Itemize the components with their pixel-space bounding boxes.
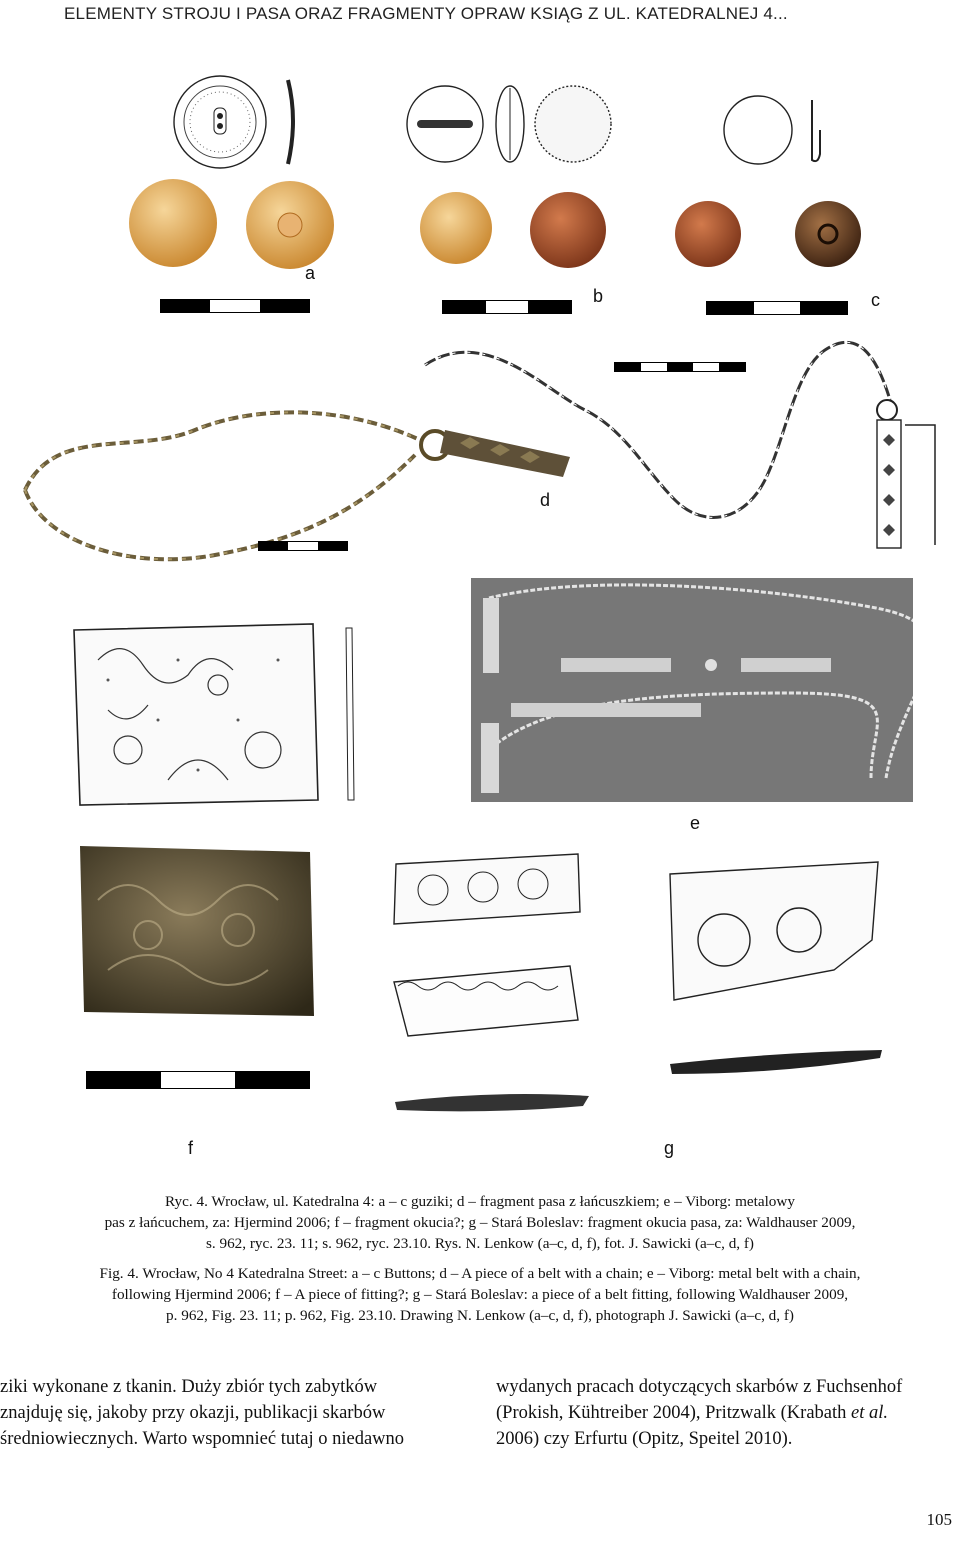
scale-bar-d-drawing <box>614 362 746 372</box>
caption-en-line-2: following Hjermind 2006; f – A piece of fitting?; g – Stará Boleslav: a piece of a belt fitting, following Waldhauser 2009, <box>111 1286 849 1303</box>
caption-pl-line-2: pas z łańcuchem, za: Hjermind 2006; f – fragment okucia?; g – Stará Boleslav: fragment okucia pasa, za: Waldhauser 2009, <box>104 1214 856 1231</box>
button-a-photos <box>125 175 365 275</box>
body-column-right <box>496 1374 958 1452</box>
viborg-belt-photo <box>471 578 913 802</box>
body-right-line-2 <box>496 1400 958 1426</box>
caption-pl-line-1: Ryc. 4. Wrocław, ul. Katedralna 4: a – c guziki; d – fragment pasa z łańcuszkiem; e – Viborg: metalowy <box>165 1193 795 1210</box>
fitting-g-drawing-1 <box>388 852 588 932</box>
panel-label-f: f <box>188 1138 194 1158</box>
body-right-line-1: wydanych pracach dotyczących skarbów z Fuchsenhof <box>496 1377 903 1397</box>
page-number: 105 <box>926 1510 952 1529</box>
panel-label-d: d <box>540 490 551 510</box>
caption-pl-line-3: s. 962, ryc. 23. 11; s. 962, ryc. 23.10. Rys. N. Lenkow (a–c, d, f), fot. J. Sawicki (a–c, d, f) <box>205 1235 754 1252</box>
et-al-italic: et al. <box>851 1403 889 1423</box>
fitting-g-drawing-3 <box>664 860 884 1010</box>
body-left-line-1: ziki wykonane z tkanin. Duży zbiór tych zabytków <box>0 1377 378 1397</box>
button-c-photos <box>672 198 872 270</box>
fitting-g-profile-2 <box>668 1048 888 1078</box>
caption-en-line-1: Fig. 4. Wrocław, No 4 Katedralna Street: a – c Buttons; d – A piece of a belt with a chain; e – Viborg: metal belt with a chain, <box>99 1265 861 1282</box>
button-a-drawing <box>170 72 320 172</box>
panel-label-b: b <box>593 286 604 306</box>
fitting-g-profile-1 <box>393 1088 593 1118</box>
panel-label-a: a <box>305 263 316 283</box>
panel-label-c: c <box>871 290 880 310</box>
scale-bar-f <box>86 1071 310 1089</box>
panel-label-g: g <box>664 1138 675 1158</box>
button-b-photos <box>418 190 618 272</box>
body-column-left <box>0 1374 462 1452</box>
scale-bar-c <box>706 301 848 315</box>
running-head: ELEMENTY STROJU I PASA ORAZ FRAGMENTY OPRAW KSIĄG Z UL. KATEDRALNEJ 4... <box>64 4 788 23</box>
figure-caption-en <box>18 1263 942 1326</box>
scale-bar-a <box>160 299 310 313</box>
body-right-line-3: 2006) czy Erfurtu (Opitz, Speitel 2010). <box>496 1429 793 1449</box>
button-b-drawing <box>405 82 615 172</box>
button-c-drawing <box>720 92 840 172</box>
fitting-g-drawing-2 <box>388 962 588 1042</box>
body-right-line-2-text: (Prokish, Kühtreiber 2004), Pritzwalk (Krabath <box>496 1403 852 1423</box>
scale-bar-b <box>442 300 572 314</box>
fitting-f-photo <box>78 840 318 1020</box>
body-left-line-3: średniowiecznych. Warto wspomnieć tutaj o niedawno <box>0 1429 405 1449</box>
fitting-f-drawing <box>68 600 368 820</box>
panel-label-e: e <box>690 813 701 833</box>
figure-caption-pl <box>18 1191 942 1254</box>
caption-en-line-3: p. 962, Fig. 23. 11; p. 962, Fig. 23.10. Drawing N. Lenkow (a–c, d, f), photograph J. Sawicki (a–c, d, f) <box>166 1307 794 1324</box>
body-left-line-2: znajduję się, jakoby przy okazji, publikacji skarbów <box>0 1403 386 1423</box>
scale-bar-d-photo <box>258 541 348 551</box>
